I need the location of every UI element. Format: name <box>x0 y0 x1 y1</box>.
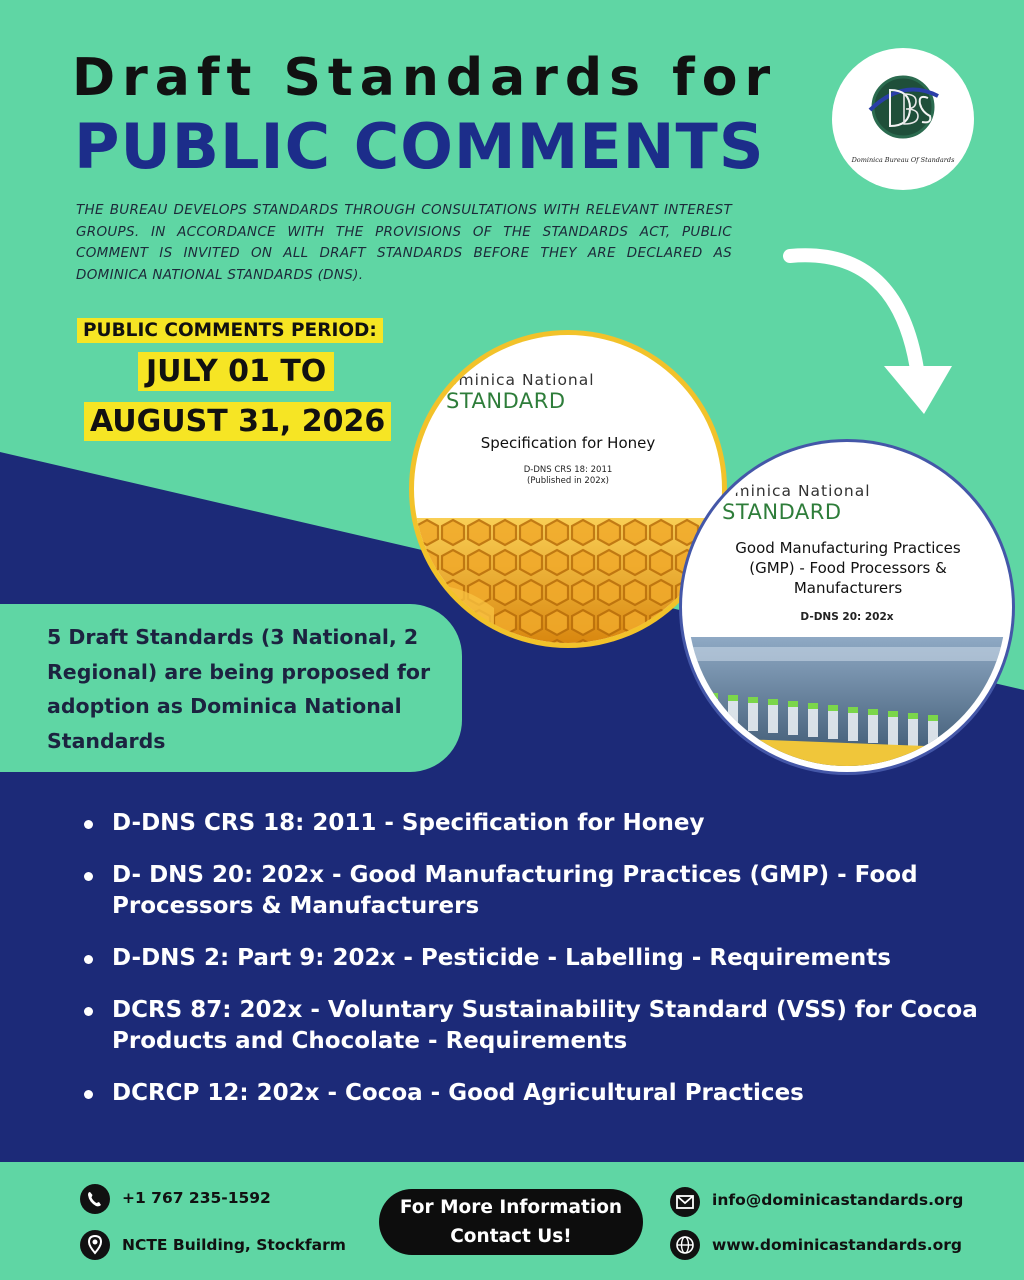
address: NCTE Building, Stockfarm <box>122 1236 346 1254</box>
bureau-logo <box>832 48 974 190</box>
phone-icon <box>80 1184 110 1214</box>
bullet-icon <box>84 1007 93 1016</box>
comment-period-start: JULY 01 TO <box>138 352 334 391</box>
honeycomb-image <box>414 518 722 643</box>
cover-header: ominica National <box>448 371 595 389</box>
website-url[interactable]: www.dominicastandards.org <box>712 1236 962 1254</box>
contact-us-button[interactable] <box>379 1189 643 1255</box>
logo-caption: Dominica Bureau Of Standards <box>851 156 955 164</box>
cover-title: Specification for Honey <box>480 434 656 452</box>
email-address[interactable]: info@dominicastandards.org <box>712 1191 964 1209</box>
comment-period-end: AUGUST 31, 2026 <box>84 402 391 441</box>
cover-standard-label: STANDARD <box>446 389 566 413</box>
standard-text: D- DNS 20: 202x - Good Manufacturing Practices (GMP) - Food Processors & Manufacturers <box>112 862 918 919</box>
phone-number[interactable]: +1 767 235-1592 <box>122 1189 271 1207</box>
location-icon <box>80 1230 110 1260</box>
list-item <box>84 808 1004 839</box>
standards-list <box>84 808 1004 1130</box>
list-item <box>84 1078 1004 1109</box>
bullet-icon <box>84 872 93 881</box>
proposal-text: 5 Draft Standards (3 National, 2 Regional) are being proposed for adoption as Dominica National Standards <box>47 625 431 753</box>
dbs-monogram-icon <box>866 70 940 144</box>
cover-code: D-DNS 20: 202x <box>800 611 894 623</box>
list-item <box>84 995 1004 1057</box>
cta-line1: For More Information <box>399 1197 623 1218</box>
standard-text: DCRS 87: 202x - Voluntary Sustainability Standard (VSS) for Cocoa Products and Chocolate - Requirements <box>112 997 978 1054</box>
page-title-line1: Draft Standards for <box>72 48 778 108</box>
cta-line2: Contact Us! <box>450 1226 572 1247</box>
cover-standard-label: STANDARD <box>722 500 842 524</box>
globe-icon <box>670 1230 700 1260</box>
standard-text: D-DNS CRS 18: 2011 - Specification for Honey <box>112 810 705 836</box>
bullet-icon <box>84 955 93 964</box>
list-item <box>84 860 1004 922</box>
cover-header: ominica National <box>724 482 871 500</box>
cover-title: Good Manufacturing Practices (GMP) - Food Processors & Manufacturers <box>735 539 961 597</box>
honey-standard-cover <box>414 335 722 643</box>
bullet-icon <box>84 1090 93 1099</box>
bottling-line-image <box>688 637 1006 766</box>
page-title-line2: PUBLIC COMMENTS <box>74 110 765 183</box>
list-item <box>84 943 1004 974</box>
intro-text: THE BUREAU DEVELOPS STANDARDS THROUGH CONSULTATIONS WITH RELEVANT INTEREST GROUPS. IN ACCORDANCE WITH THE PROVISIONS OF THE STANDARDS ACT, PUBLIC COMMENT IS INVITED ON ALL DRAFT STANDARDS BEFORE THEY ARE DECLARED AS DOMINICA NATIONAL STANDARDS (DNS). <box>76 202 732 283</box>
standard-text: DCRCP 12: 202x - Cocoa - Good Agricultural Practices <box>112 1080 804 1106</box>
cover-code <box>474 465 662 487</box>
cover-code-line2: (Published in 202x) <box>527 476 609 486</box>
bullet-icon <box>84 820 93 829</box>
email-icon <box>670 1187 700 1217</box>
cover-code-line1: D-DNS CRS 18: 2011 <box>523 465 613 475</box>
comment-period-label: PUBLIC COMMENTS PERIOD: <box>77 318 383 343</box>
gmp-standard-cover <box>688 448 1006 766</box>
standard-text: D-DNS 2: Part 9: 202x - Pesticide - Labelling - Requirements <box>112 945 891 971</box>
curved-arrow-icon <box>780 226 960 426</box>
